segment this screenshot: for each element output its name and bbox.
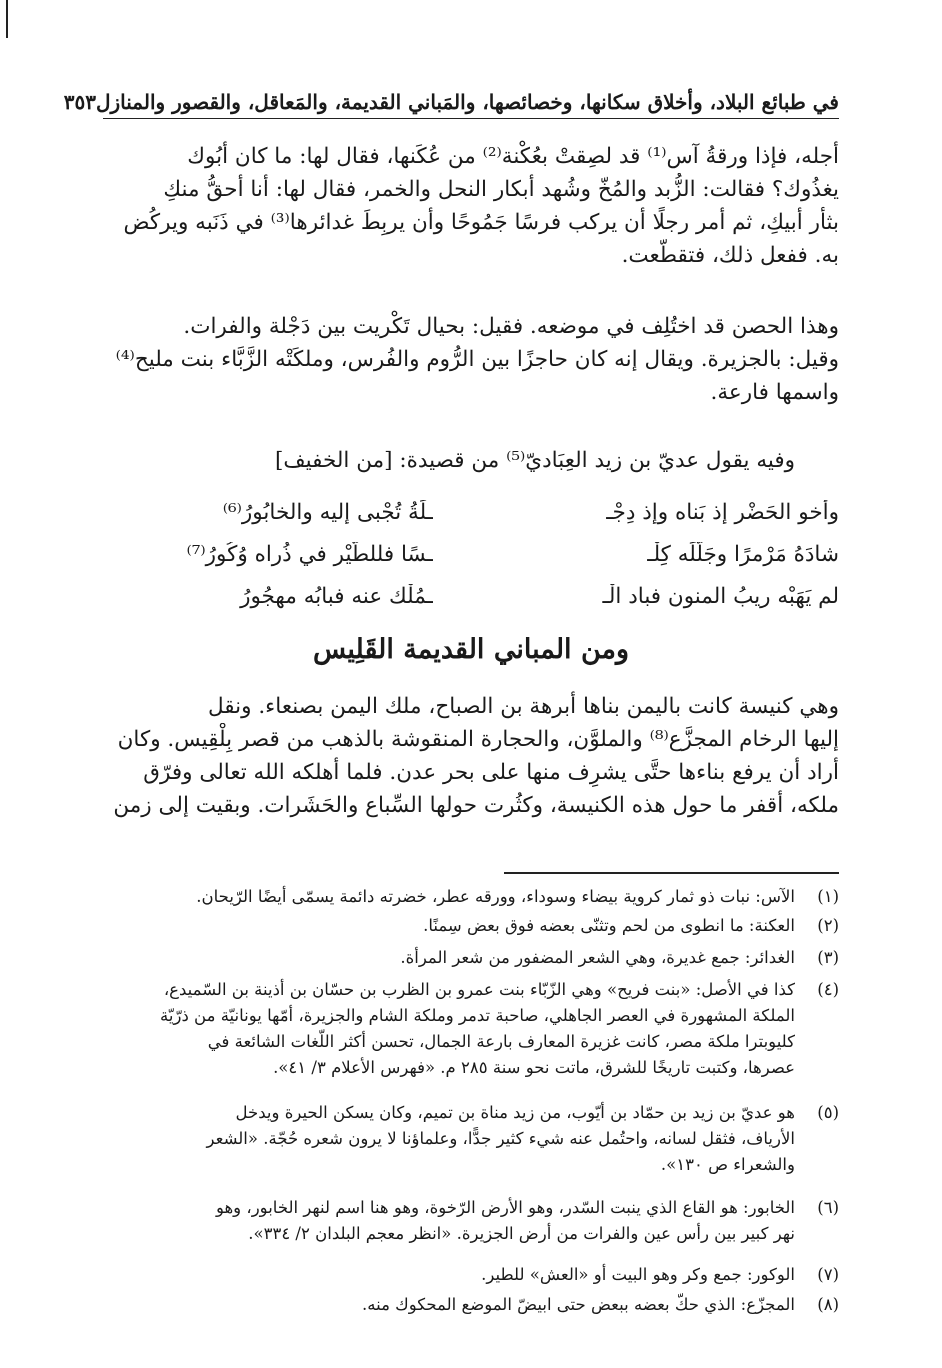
footnote-line: الغدائر: جمع غديرة، وهي الشعر المضفور من شعر المرأة.: [400, 948, 795, 967]
running-header: [63, 78, 839, 119]
footnote-number: (٣): [817, 948, 839, 967]
footnote-line: نهر كبير بين رأس عين والفرات من أرض الجزيرة. «انظر معجم البلدان ٢/ ٣٣٤».: [248, 1224, 795, 1243]
text-line: إليها الرخام المجزَّع⁽⁸⁾ والملوَّن، والحجارة المنقوشة بالذهب من قصر بِلْقِيس. وكان: [117, 727, 839, 752]
footnote-number: (٧): [817, 1265, 839, 1284]
footnote-line: الآس: نبات ذو ثمار كروية بيضاء وسوداء، وورقه عطر، خضرته دائمة يسمّى أيضًا الرّيحان.: [196, 887, 795, 906]
text-line: وفيه يقول عديّ بن زيد العِبَاديّ⁽⁵⁾ من قصيدة: [من الخفيف]: [274, 448, 795, 473]
footnote-line: هو عديّ بن زيد بن حمّاد بن أيّوب، من زيد مناة بن تميم، وكان يسكن الحيرة ويدخل: [235, 1103, 795, 1122]
verse-first-hemistich: وأخو الحَضْر إذ بَناه وإذ دِجْـ: [606, 499, 839, 525]
scan-edge-mark: [6, 0, 8, 38]
text-line: واسمها فارعة.: [710, 380, 839, 405]
text-line: أراد أن يرفع بناءها حتَّى يشرِف منها على بحر عدن. فلما أهلكه الله تعالى وفرّق: [143, 760, 839, 785]
footnote: [103, 945, 839, 971]
footnote-line: كليوبترا ملكة مصر، كانت غزيرة المعارف بارعة الجمال، تحسن أكثر اللّغات الشائعة في: [207, 1032, 795, 1051]
footnote-line: الوكور: جمع وكر وهو البيت أو «العش» للطير.: [481, 1265, 795, 1284]
footnote-number: (٢): [817, 916, 839, 935]
text-line: وهذا الحصن قد اختُلِف في موضعه. فقيل: بحيال تَكْريت بين دَجْلة والفرات.: [183, 314, 839, 339]
text-line: وهي كنيسة كانت باليمن بناها أبرهة بن الصباح، ملك اليمن بصنعاء. ونقل: [207, 694, 839, 719]
verse-line: [103, 495, 839, 529]
footnote-line: الملكة المشهورة في العصر الجاهلي، صاحبة تدمر وملكة الشام والجزيرة، أمّها يونانيّة من ذرّيّة: [160, 1006, 795, 1025]
footnote: [103, 1262, 839, 1288]
section-title: ومن المباني القديمة القَلِيس: [312, 634, 630, 665]
footnote-line: الخابور: هو القاع الذي ينبت السّدر، وهو الأرض الرّخوة، وهو هنا اسم لنهر الخابور، وهو: [215, 1198, 795, 1217]
running-title: في طبائع البلاد، وأخلاق سكانها، وخصائصها، والمَباني القديمة، والمَعاقل، والقصور والمنازل: [95, 90, 839, 114]
footnote: [103, 1195, 839, 1247]
paragraph-3: [103, 690, 839, 822]
footnote-number: (٥): [817, 1103, 839, 1122]
footnote-line: العكنة: ما انطوى من لحم وتثنّى بعضه فوق بعض سِمنًا.: [423, 916, 795, 935]
paragraph-2: [103, 310, 839, 409]
verse-second-hemistich: ـسًا فللطَّيْر في ذُراه وُكُورُ⁽⁷⁾: [186, 541, 433, 567]
footnote-number: (٤): [817, 980, 839, 999]
verse-intro: [103, 444, 839, 477]
footnote-line: المجزّع: الذي حكّ بعضه ببعض حتى ابيضّ الموضع المحكوك منه.: [362, 1295, 795, 1314]
text-line: يغذُوك؟ فقالت: الزُّبد والمُخّ وشُهد أبكار النحل والخمر، فقال لها: أنا أحقُّ منكِ: [163, 177, 839, 202]
paragraph-1: [103, 140, 839, 272]
verse-first-hemistich: لم يَهَبْه ريبُ المنون فباد الْـ: [602, 583, 839, 609]
footnote-number: (٦): [817, 1198, 839, 1217]
verse-second-hemistich: ـلَةُ تُجْبى إليه والخابُورُ⁽⁶⁾: [222, 499, 433, 525]
footnote-number: (١): [817, 887, 839, 906]
footnote-line: كذا في الأصل: «بنت فريح» وهي الزّبّاء بنت عمرو بن الظرب بن حسّان بن أذينة بن السّميدع،: [163, 980, 795, 999]
footnote-separator: [504, 872, 839, 874]
footnote-line: الأرياف، فثقل لسانه، واحتُمل عنه شيء كثير جدًّا، وعلماؤنا لا يرون شعره حُجّة. «الشعر: [206, 1129, 795, 1148]
page-number: ٣٥٣: [63, 90, 96, 114]
footnote: [103, 1100, 839, 1178]
footnote: [103, 977, 839, 1081]
text-line: بثأر أبيكِ، ثم أمر رجلًا أن يركب فرسًا جَمُوحًا وأن يربِطَ غدائرها⁽³⁾ في ذَنَبه ويركُض: [123, 210, 839, 235]
footnote: [103, 1292, 839, 1318]
footnote-number: (٨): [817, 1295, 839, 1314]
footnote: [103, 884, 839, 910]
verse-line: [103, 579, 839, 613]
text-line: به. ففعل ذلك، فتقطَّعت.: [621, 243, 839, 268]
verse-line: [103, 537, 839, 571]
text-line: وقيل: بالجزيرة. ويقال إنه كان حاجزًا بين الرُّوم والفُرس، وملكَتْه الزَّبَّاء بنت مليح⁽⁴⁾: [115, 347, 839, 372]
verse-first-hemistich: شادَهُ مَرْمرًا وجَلَّلَه كِلْـ: [647, 541, 839, 567]
text-line: ملكه، أقفر ما حول هذه الكنيسة، وكثُرت حولها السِّباع والحَشَرات. وبقيت إلى زمن: [113, 793, 839, 818]
footnote-line: عصرها، وكتبت تاريخًا للشرق، ماتت نحو سنة ٢٨٥ م. «فهرس الأعلام ٣/ ٤١».: [273, 1058, 795, 1077]
footnote: [103, 913, 839, 939]
verse-second-hemistich: ـمُلْك عنه فبابُه مهجُورُ: [240, 583, 433, 609]
text-line: أجله، فإذا ورقةُ آس⁽¹⁾ قد لصِقتْ بعُكْنة⁽²⁾ من عُكَنها، فقال لها: ما كان أبُوك: [187, 144, 839, 169]
footnote-line: والشعراء ص ١٣٠».: [660, 1155, 795, 1174]
